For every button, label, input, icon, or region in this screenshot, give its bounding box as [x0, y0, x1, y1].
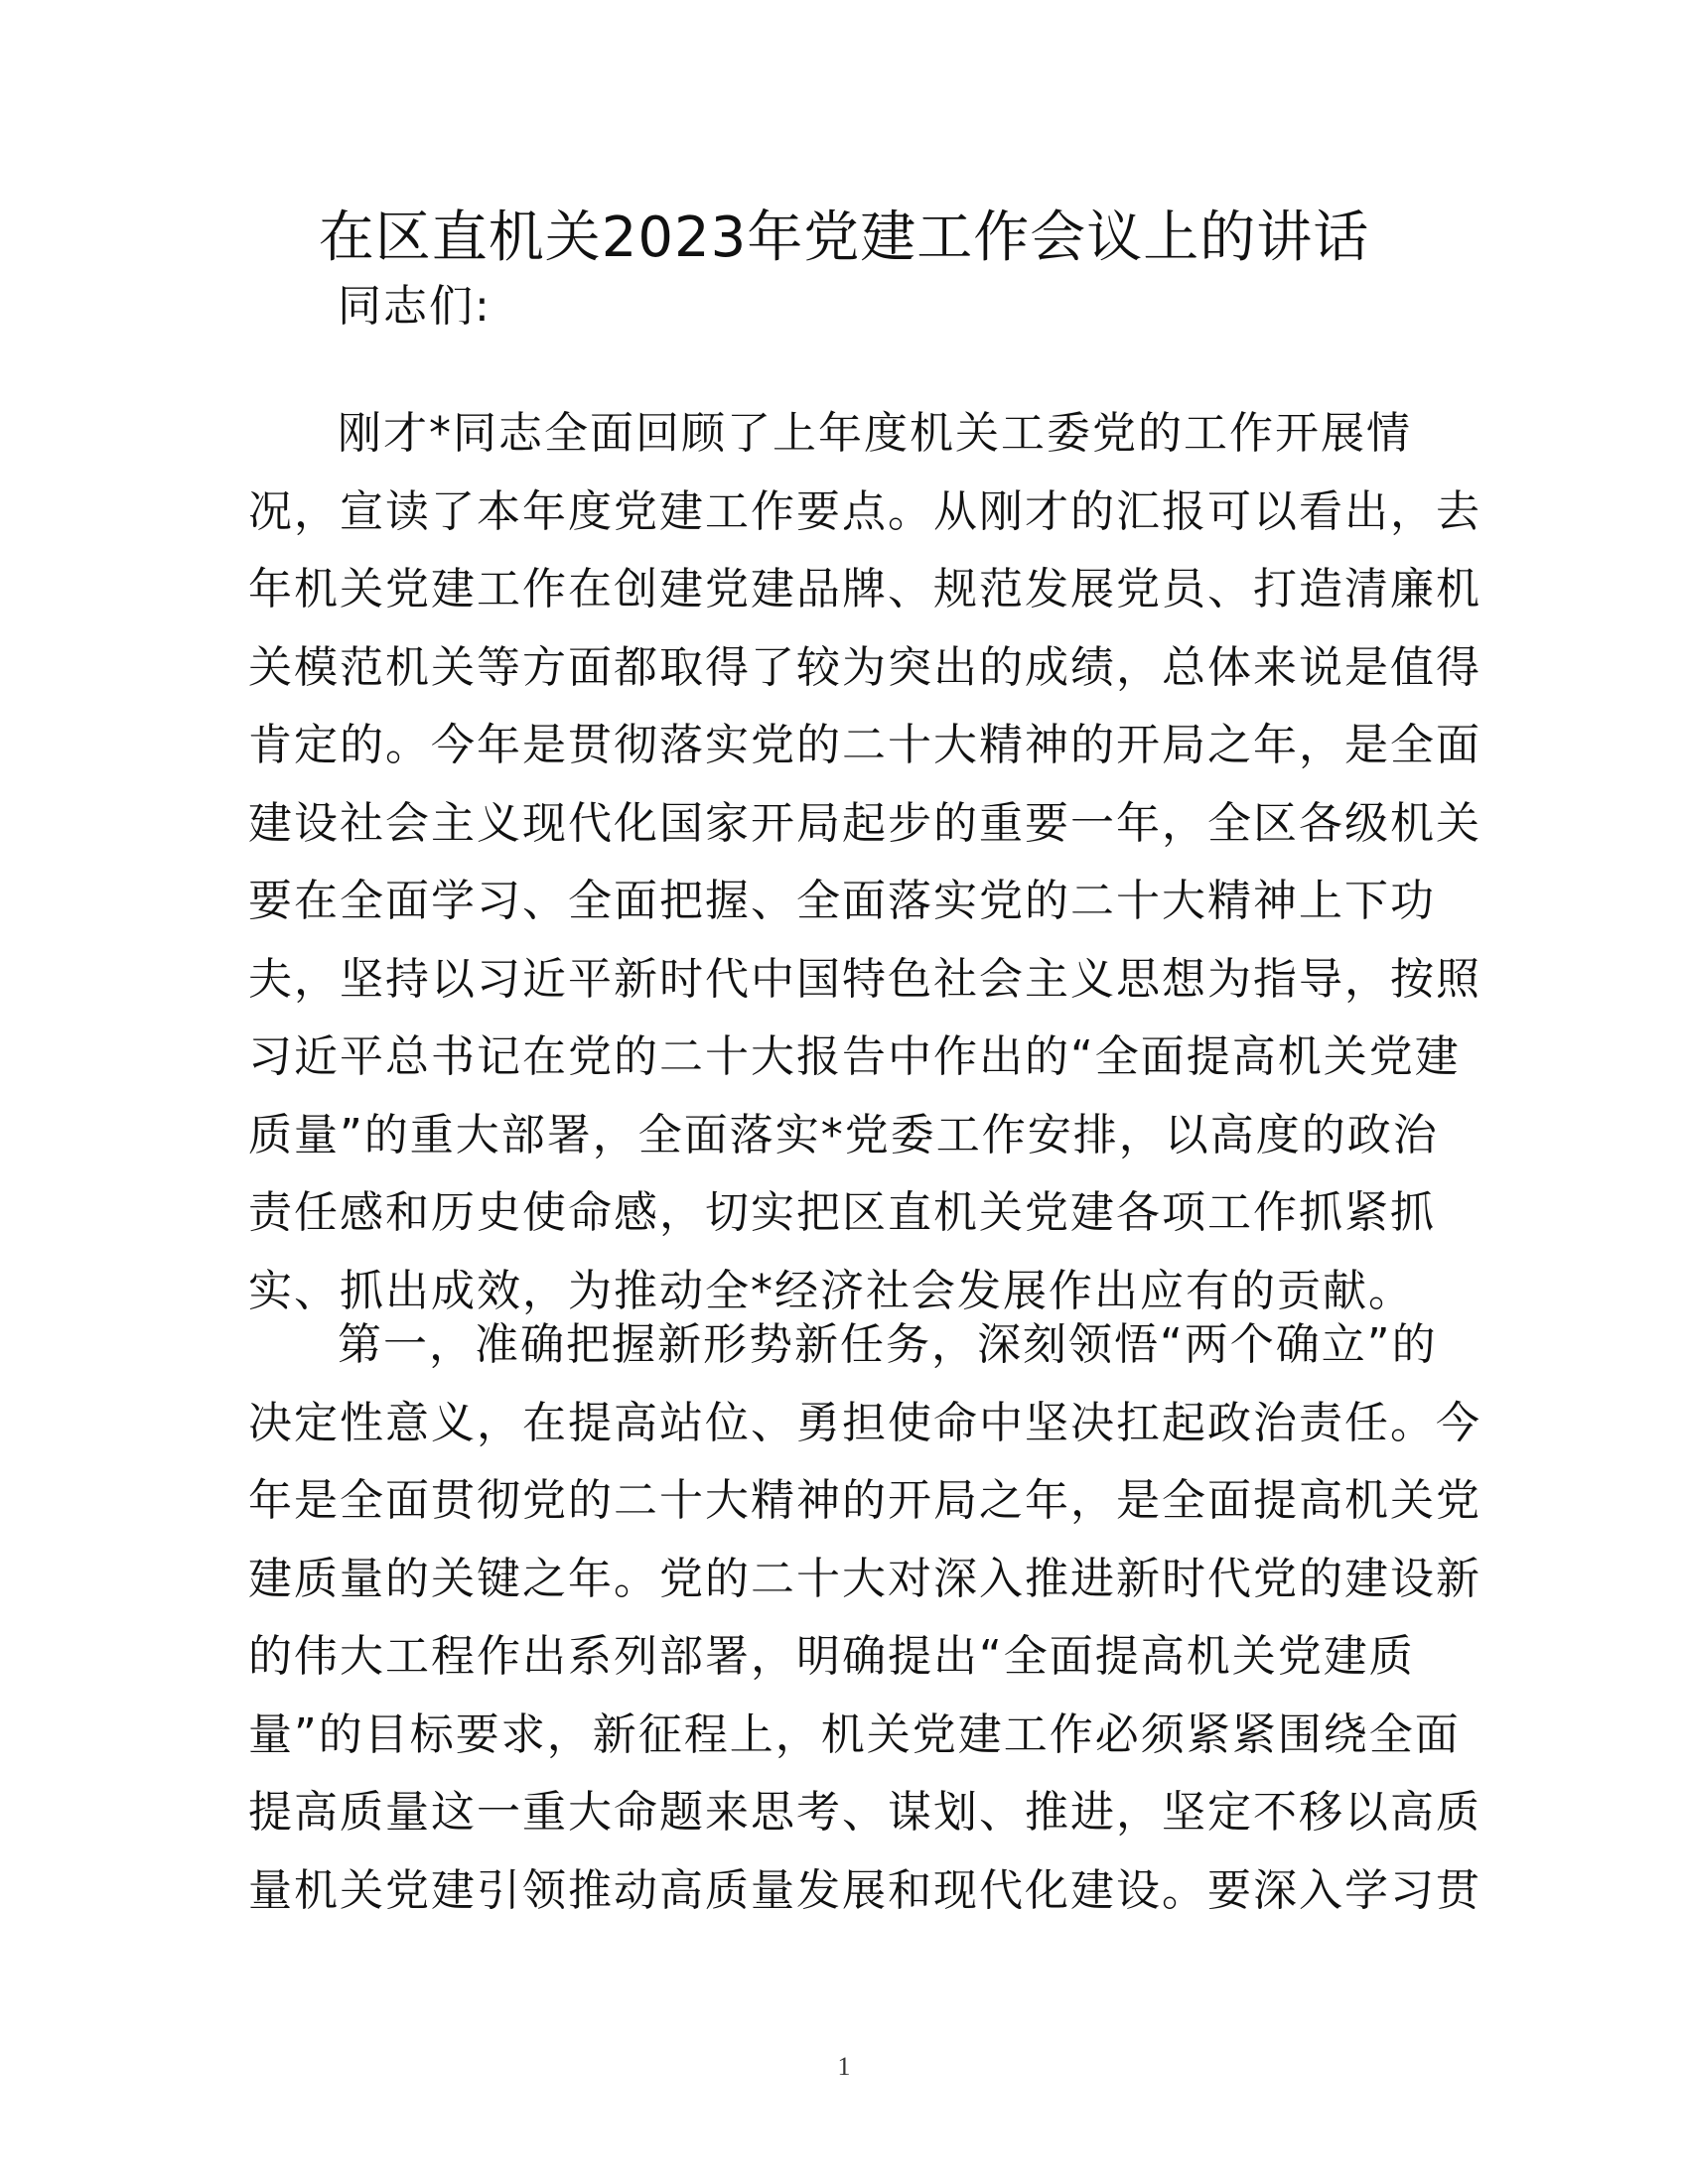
- paragraph-line: 肯定的。今年是贯彻落实党的二十大精神的开局之年，是全面: [248, 720, 1481, 770]
- paragraph-line: 建设社会主义现代化国家开局起步的重要一年，全区各级机关: [248, 797, 1481, 849]
- paragraph-line: 量机关党建引领推动高质量发展和现代化建设。要深入学习贯: [248, 1864, 1481, 1916]
- paragraph-line: 关模范机关等方面都取得了较为突出的成绩，总体来说是值得: [248, 641, 1481, 693]
- paragraph-line: 夫，坚持以习近平新时代中国特色社会主义思想为指导，按照: [248, 953, 1481, 1005]
- paragraph-line: 实、抓出成效，为推动全*经济社会发展作出应有的贡献。: [248, 1265, 1414, 1316]
- paragraph: [248, 395, 1481, 1330]
- paragraph-line: 责任感和历史使命感，切实把区直机关党建各项工作抓紧抓: [248, 1187, 1436, 1238]
- paragraph-line: 质量”的重大部署，全面落实*党委工作安排，以高度的政治: [248, 1109, 1439, 1160]
- paragraph-line: 决定性意义，在提高站位、勇担使命中坚决扛起政治责任。今: [248, 1397, 1481, 1448]
- page-number: 1: [837, 2052, 851, 2081]
- paragraph-line: 的伟大工程作出系列部署，明确提出“全面提高机关党建质: [248, 1631, 1415, 1682]
- document-title: 在区直机关2023年党建工作会议上的讲话: [318, 205, 1370, 270]
- paragraph-line: 要在全面学习、全面把握、全面落实党的二十大精神上下功: [248, 876, 1436, 926]
- salutation: 同志们:: [338, 281, 492, 332]
- paragraph-line: 建质量的关键之年。党的二十大对深入推进新时代党的建设新: [248, 1553, 1481, 1604]
- paragraph-line: 第一，准确把握新形势新任务，深刻领悟“两个确立”的: [338, 1319, 1438, 1370]
- paragraph-line: 量”的目标要求，新征程上，机关党建工作必须紧紧围绕全面: [248, 1708, 1461, 1760]
- paragraph-line: 年是全面贯彻党的二十大精神的开局之年，是全面提高机关党: [248, 1475, 1481, 1526]
- paragraph-line: 提高质量这一重大命题来思考、谋划、推进，坚定不移以高质: [248, 1787, 1481, 1838]
- paragraph-line: 年机关党建工作在创建党建品牌、规范发展党员、打造清廉机: [248, 564, 1481, 614]
- paragraph: [248, 1306, 1481, 1930]
- paragraph-line: 况，宣读了本年度党建工作要点。从刚才的汇报可以看出，去: [248, 485, 1481, 537]
- paragraph-line: 刚才*同志全面回顾了上年度机关工委党的工作开展情: [338, 408, 1412, 459]
- paragraph-line: 习近平总书记在党的二十大报告中作出的“全面提高机关党建: [248, 1031, 1461, 1082]
